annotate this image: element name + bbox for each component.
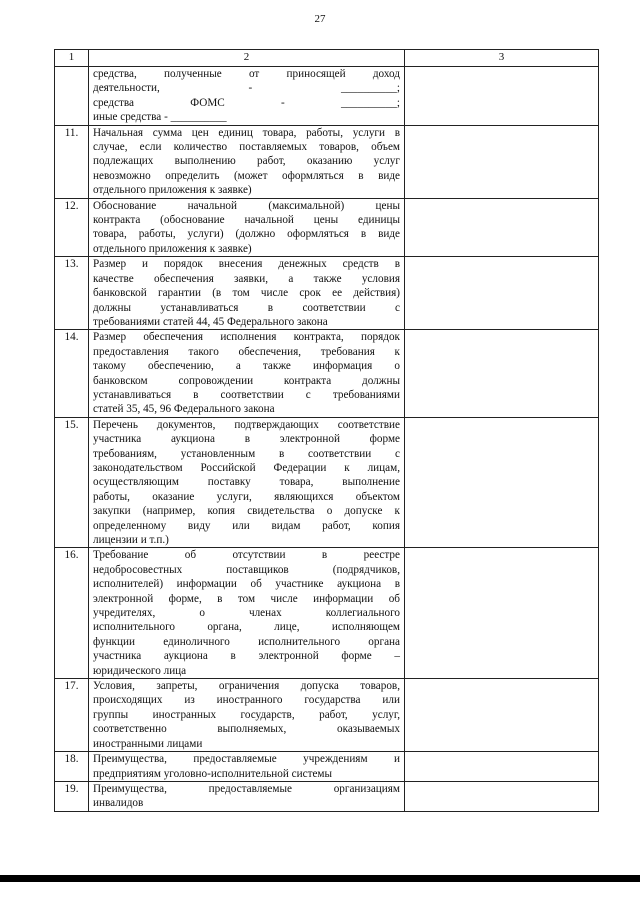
description-line: Перечень документов, подтверждающих соответствие [93,418,400,431]
row-number: 11. [55,125,89,198]
row-number [55,67,89,126]
row-description [89,67,405,126]
description-line: Начальная сумма цен единиц товара, работы, услуги в [93,126,400,139]
description-line: участника аукциона в электронной форме – [93,650,400,663]
page-number: 27 [314,13,326,25]
description-line: законодательством Российской Федерации к лицам, [93,461,400,474]
description-line: функции единоличного исполнительного органа [93,635,400,648]
requirements-table [54,49,599,812]
description-line: предоставления такого обеспечения, требования к [93,345,400,358]
bottom-scan-bar [0,875,640,882]
row-number: 19. [55,781,89,811]
description-line: осуществляющим поставку товара, выполнение [93,476,400,489]
description-line: инвалидов [93,797,144,810]
table-row [55,330,599,417]
description-line: Преимущества, предоставляемые организациям [93,782,400,795]
row-number: 16. [55,548,89,679]
description-line: банковской гарантии (в том числе срок ее действия) [93,287,400,300]
table-row [55,548,599,679]
table-row [55,679,599,752]
table-row [55,198,599,257]
row-description [89,548,405,679]
column-header-description: 2 [89,50,405,67]
description-line: такому обеспечению, а также информация о [93,360,400,373]
row-description [89,198,405,257]
description-line: контракта (обоснование начальной цены единицы [93,214,400,227]
description-line: банковском сопровождении контракта должны [93,374,400,387]
description-line: участника аукциона в электронной форме [93,433,400,446]
description-line: определенному виду или видам работ, копия [93,519,400,532]
description-line: иные средства - __________ [93,111,227,124]
description-line: соответственно выполняемых, оказываемых [93,723,400,736]
description-line: происходящих из иностранного государства или [93,694,400,707]
row-value-cell [405,330,599,417]
description-line: электронной форме, в том числе информации об [93,592,400,605]
row-number: 12. [55,198,89,257]
table-row [55,257,599,330]
description-line: Обоснование начальной (максимальной) цены [93,199,400,212]
description-line: случае, если количество поставляемых товаров, объем [93,141,400,154]
table-row [55,417,599,548]
row-value-cell [405,125,599,198]
description-line: должны устанавливаться в соответствии с [93,301,400,314]
description-line: лицензии и т.п.) [93,534,169,546]
row-number: 14. [55,330,89,417]
row-description [89,257,405,330]
row-value-cell [405,257,599,330]
row-value-cell [405,548,599,679]
description-line: предприятиям уголовно-исполнительной системы [93,767,333,780]
description-line: устанавливаться в соответствии с требованиями [93,388,400,401]
row-description [89,125,405,198]
description-line: Размер обеспечения исполнения контракта, порядок [93,331,400,344]
description-line: исполнителей) информации об участнике аукциона в [93,578,400,591]
description-line: иностранными лицами [93,737,203,750]
row-description [89,752,405,782]
description-line: качестве обеспечения заявки, а также условия [93,272,400,285]
row-number: 13. [55,257,89,330]
column-header-value: 3 [405,50,599,67]
description-line: учредителях, о членах коллегиального [93,607,400,620]
description-line: подлежащих выполнению работ, оказанию услуг [93,155,400,168]
row-value-cell [405,752,599,782]
row-description [89,417,405,548]
row-number: 18. [55,752,89,782]
description-line: средства ФОМС - __________; [93,96,400,109]
description-line: группы иностранных государств, работ, услуг, [93,708,400,721]
description-line: Требование об отсутствии в реестре [93,549,400,562]
description-line: Условия, запреты, ограничения допуска товаров, [93,680,400,693]
description-line: закупки (например, копия свидетельства о допуске к [93,505,400,518]
description-line: юридического лица [93,664,187,677]
description-line: средства, полученные от приносящей доход [93,68,400,80]
description-line: статей 35, 45, 96 Федерального закона [93,403,275,416]
description-line: недобросовестных поставщиков (подрядчиков, [93,563,400,576]
row-value-cell [405,679,599,752]
row-value-cell [405,781,599,811]
description-line: отдельного приложения к заявке) [93,184,252,197]
description-line: невозможно определить (может оформляться в виде [93,169,400,182]
table-header-row [55,50,599,67]
description-line: Преимущества, предоставляемые учреждениям и [93,753,400,766]
row-value-cell [405,198,599,257]
description-line: деятельности, - __________; [93,82,400,95]
row-number: 15. [55,417,89,548]
description-line: Размер и порядок внесения денежных средств в [93,258,400,271]
table-row [55,752,599,782]
row-description [89,330,405,417]
description-line: требованиям, установленным в соответствии с [93,447,400,460]
table-row [55,125,599,198]
column-header-number: 1 [55,50,89,67]
description-line: требованиями статей 44, 45 Федерального закона [93,315,328,328]
row-description [89,781,405,811]
row-description [89,679,405,752]
row-value-cell [405,417,599,548]
description-line: работы, оказание услуги, являющихся объектом [93,490,400,503]
row-value-cell [405,67,599,126]
description-line: исполнительного органа, лице, исполняющем [93,621,400,634]
row-number: 17. [55,679,89,752]
table-row [55,781,599,811]
description-line: отдельного приложения к заявке) [93,242,252,255]
table-row [55,67,599,126]
description-line: товара, работы, услуги) (должно оформляться в виде [93,228,400,241]
